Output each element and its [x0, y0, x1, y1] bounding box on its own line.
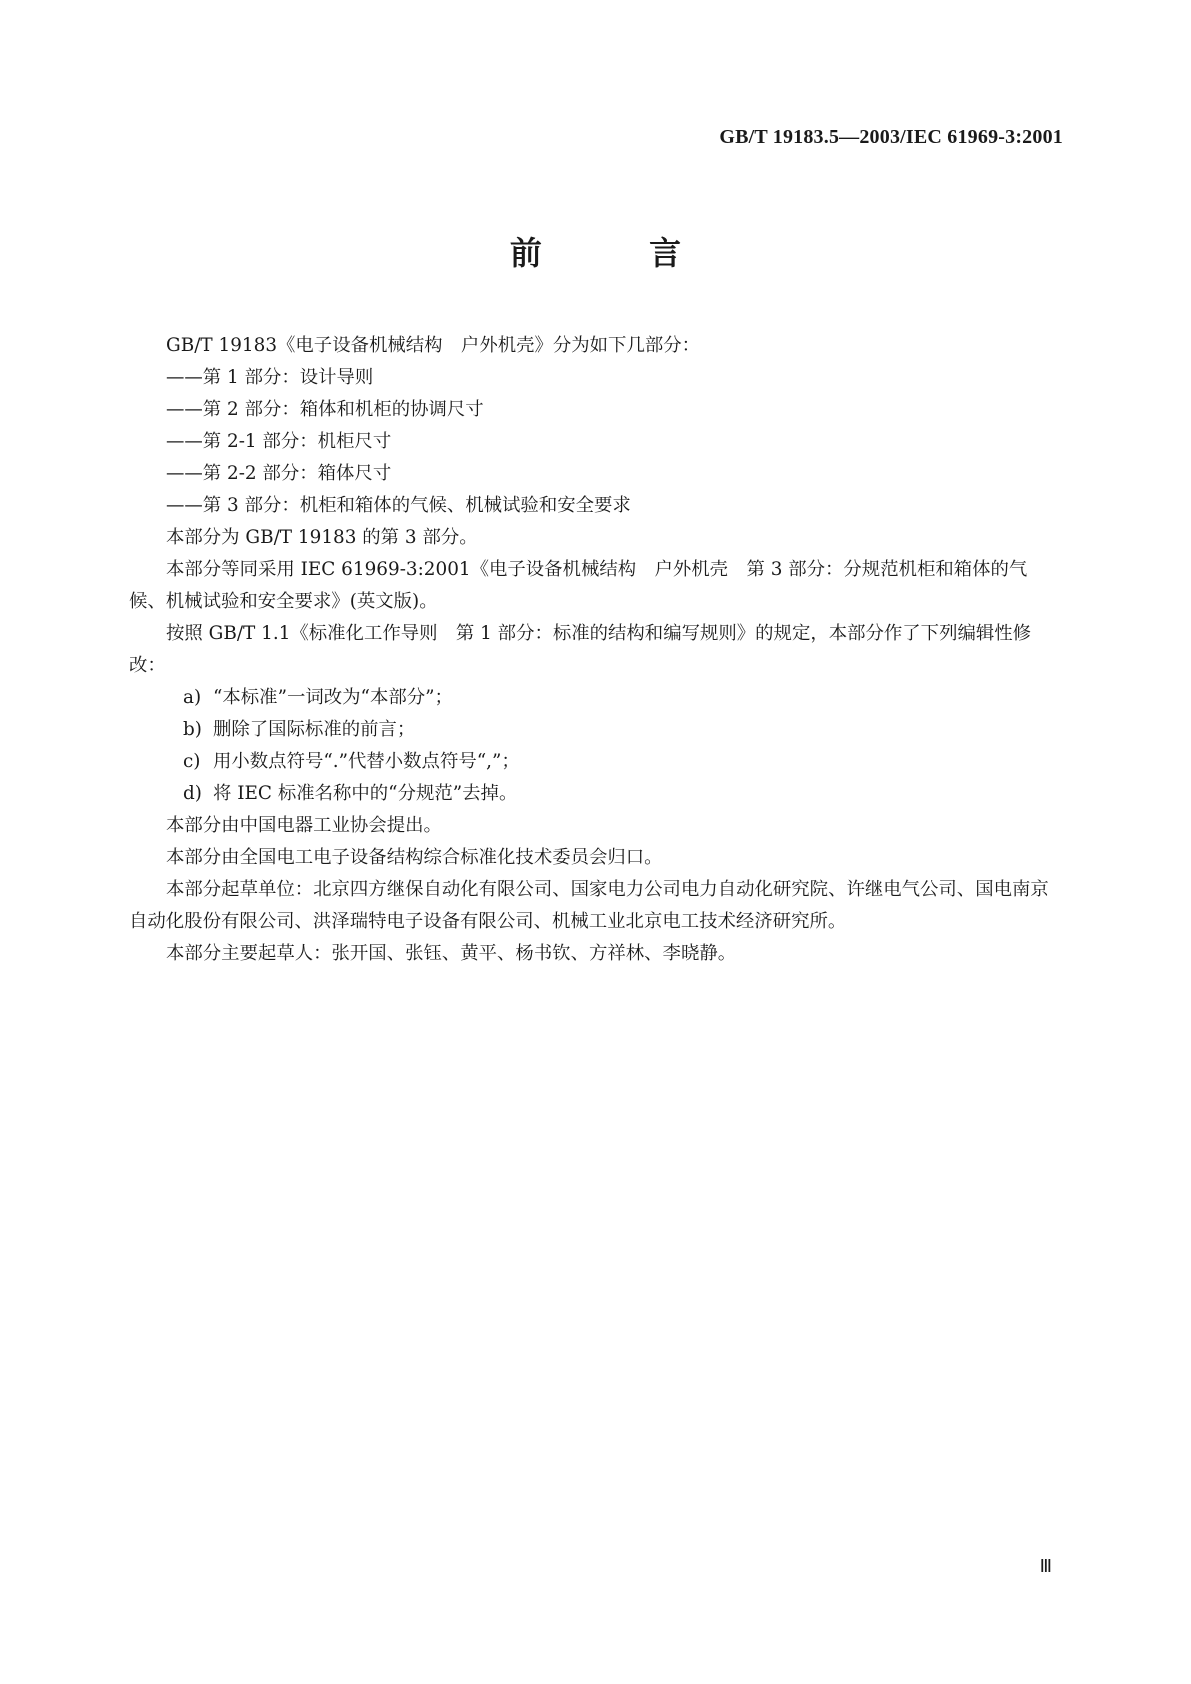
- change-item-text: 用小数点符号“.”代替小数点符号“,”；: [213, 751, 520, 772]
- paragraph-drafting-units: 本部分起草单位：北京四方继保自动化有限公司、国家电力公司电力自动化研究院、许继电气公司、国电南京自动化股份有限公司、洪泽瑞特电子设备有限公司、机械工业北京电工技术经济研究所。: [129, 879, 1049, 932]
- paragraph-adoption: 本部分等同采用 IEC 61969-3:2001《电子设备机械结构 户外机壳 第 3 部分：分规范机柜和箱体的气候、机械试验和安全要求》(英文版)。: [129, 559, 1028, 612]
- paragraph-proposer: 本部分由中国电器工业协会提出。: [166, 815, 442, 836]
- change-item: [129, 714, 1062, 746]
- paragraph-editorial-changes: 按照 GB/T 1.1《标准化工作导则 第 1 部分：标准的结构和编写规则》的规定，本部分作了下列编辑性修改：: [129, 623, 1032, 676]
- part-list-item: ——第 2-1 部分：机柜尺寸: [166, 431, 392, 452]
- change-item-label: d): [183, 783, 202, 804]
- paragraph-intro: GB/T 19183《电子设备机械结构 户外机壳》分为如下几部分：: [166, 335, 701, 356]
- change-item-text: “本标准”一词改为“本部分”；: [213, 687, 453, 708]
- part-list-item: ——第 2-2 部分：箱体尺寸: [166, 463, 392, 484]
- change-item: [129, 682, 1062, 714]
- page-title: 前 言: [509, 234, 730, 272]
- change-item: [129, 746, 1062, 778]
- paragraph-administration: 本部分由全国电工电子设备结构综合标准化技术委员会归口。: [166, 847, 663, 868]
- standard-identifier: GB/T 19183.5—2003/IEC 61969-3:2001: [719, 126, 1063, 148]
- change-item-label: c): [183, 751, 201, 772]
- change-item-text: 删除了国际标准的前言；: [213, 719, 416, 740]
- part-list-item: ——第 1 部分：设计导则: [166, 367, 374, 388]
- paragraph-part-number: 本部分为 GB/T 19183 的第 3 部分。: [166, 527, 478, 548]
- change-item: [129, 778, 1062, 810]
- part-list-item: ——第 2 部分：箱体和机柜的协调尺寸: [166, 399, 484, 420]
- paragraph-drafters: 本部分主要起草人：张开国、张钰、黄平、杨书钦、方祥林、李晓静。: [166, 943, 737, 964]
- change-item-label: b): [183, 719, 202, 740]
- part-list-item: ——第 3 部分：机柜和箱体的气候、机械试验和安全要求: [166, 495, 631, 516]
- preface-body: [129, 330, 1062, 970]
- change-item-label: a): [183, 687, 202, 708]
- page-number: Ⅲ: [1039, 1556, 1052, 1576]
- change-item-text: 将 IEC 标准名称中的“分规范”去掉。: [213, 783, 518, 804]
